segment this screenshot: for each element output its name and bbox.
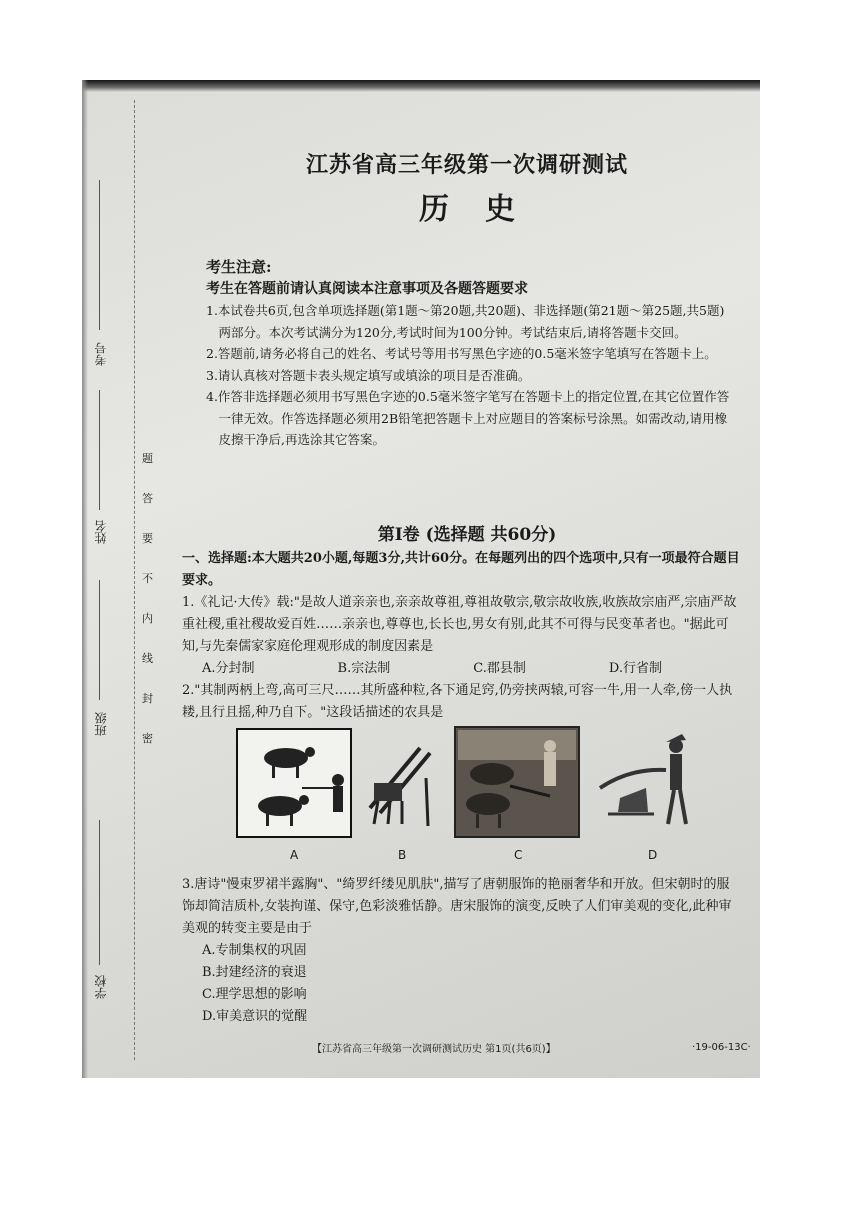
part-title: 第Ⅰ卷 (选择题 共60分): [377, 525, 557, 545]
seal-char: 答: [142, 492, 153, 505]
question-2: [182, 680, 742, 724]
section-instruction: 一、选择题:本大题共20小题,每题3分,共计60分。在每题列出的四个选项中,只有一项最符合题目要求。: [182, 551, 740, 588]
question-options: [182, 658, 662, 680]
option-c: C.理学思想的影响: [202, 987, 307, 1002]
option-a: A.分封制: [202, 661, 255, 676]
question-1: [182, 592, 742, 680]
image-a-ox-plowing-mural: [236, 728, 352, 838]
question-3: [182, 874, 742, 1028]
class-label: 班级: [94, 712, 108, 736]
image-label-a: A: [290, 848, 299, 862]
image-c-ox-plowing-painting: [454, 726, 580, 838]
page-footer: 【江苏省高三年级第一次调研测试历史 第1页(共6页)】: [312, 1044, 556, 1055]
question-stem: 3.唐诗"慢束罗裙半露胸"、"绮罗纤缕见肌肤",描写了唐朝服饰的艳丽奢华和开放。但宋朝时的服饰却简洁质朴,女装拘谨、保守,色彩淡雅恬静。唐宋服饰的演变,反映了人们审美观的变化,此种审美观的转变主要是由于: [182, 877, 732, 936]
image-label-b: B: [398, 848, 407, 862]
seal-dashed-line: [134, 100, 135, 1060]
image-b-seed-drill: [360, 738, 436, 828]
question-stem: 2."其制两柄上弯,高可三尺……其所盛种粒,各下通足窍,仍旁挟两辕,可容一牛,用一人牵,傍一人执耧,且行且摇,种乃自下。"这段话描述的农具是: [182, 683, 733, 720]
notice-subheading: 考生在答题前请认真阅读本注意事项及各题答题要求: [206, 281, 528, 297]
notice-item: 1.本试卷共6页,包含单项选择题(第1题～第20题,共20题)、非选择题(第21题～第25题,共5题)两部分。本次考试满分为120分,考试时间为100分钟。考试结束后,请将答题卡交回。: [206, 303, 725, 340]
name-line: [99, 390, 100, 510]
exam-id-line: [99, 180, 100, 330]
binding-margin: [82, 80, 153, 1078]
exam-title: 江苏省高三年级第一次调研测试: [305, 152, 628, 178]
option-a: A.专制集权的巩固: [202, 943, 307, 958]
option-d: D.审美意识的觉醒: [202, 1009, 308, 1024]
subject-title: 历史: [419, 192, 551, 227]
option-c: C.郡县制: [473, 661, 526, 676]
question-options: [182, 940, 742, 1028]
option-b: B.封建经济的衰退: [202, 965, 307, 980]
class-line: [99, 580, 100, 700]
name-label: 姓名: [94, 520, 108, 544]
seal-char: 内: [142, 612, 153, 625]
top-shadow: [82, 80, 760, 92]
notice-heading: 考生注意:: [206, 258, 272, 276]
notice-item: 4.作答非选择题必须用书写黑色字迹的0.5毫米签字笔写在答题卡上的指定位置,在其它位置作答一律无效。作答选择题必须用2B铅笔把答题卡上对应题目的答案标号涂黑。如需改动,请用橡皮擦干净后,再选涂其它答案。: [206, 389, 730, 447]
option-d: D.行省制: [608, 661, 662, 676]
seal-char: 密: [142, 732, 153, 745]
paper-code: ·19-06-13C·: [692, 1042, 751, 1053]
question-stem: 1.《礼记·大传》载:"是故人道亲亲也,亲亲故尊祖,尊祖故敬宗,敬宗故收族,收族故宗庙严,宗庙严故重社稷,重社稷故爱百姓……亲亲也,尊尊也,长长也,男女有别,此其不可得与民变革者也。"据此可知,与先秦儒家家庭伦理观形成的制度因素是: [182, 595, 737, 654]
seal-char: 封: [142, 692, 153, 705]
question-2-images: [232, 728, 752, 878]
school-label: 学校: [94, 975, 108, 999]
school-line: [99, 820, 100, 965]
notice-item: 3.请认真核对答题卡表头规定填写或填涂的项目是否准确。: [206, 367, 531, 383]
notice-list: [206, 300, 736, 451]
seal-char: 要: [142, 532, 153, 545]
seal-char: 不: [142, 572, 153, 585]
exam-id-label: 考号: [94, 342, 108, 366]
seal-char: 题: [142, 452, 153, 465]
option-b: B.宗法制: [337, 661, 391, 676]
seal-char: 线: [142, 652, 153, 665]
exam-paper-photo: [82, 80, 760, 1078]
image-label-c: C: [514, 848, 523, 862]
image-d-hand-plow: [590, 728, 710, 840]
notice-item: 2.答题前,请务必将自己的姓名、考试号等用书写黑色字迹的0.5毫米签字笔填写在答题卡上。: [206, 346, 717, 361]
image-label-d: D: [648, 848, 658, 862]
